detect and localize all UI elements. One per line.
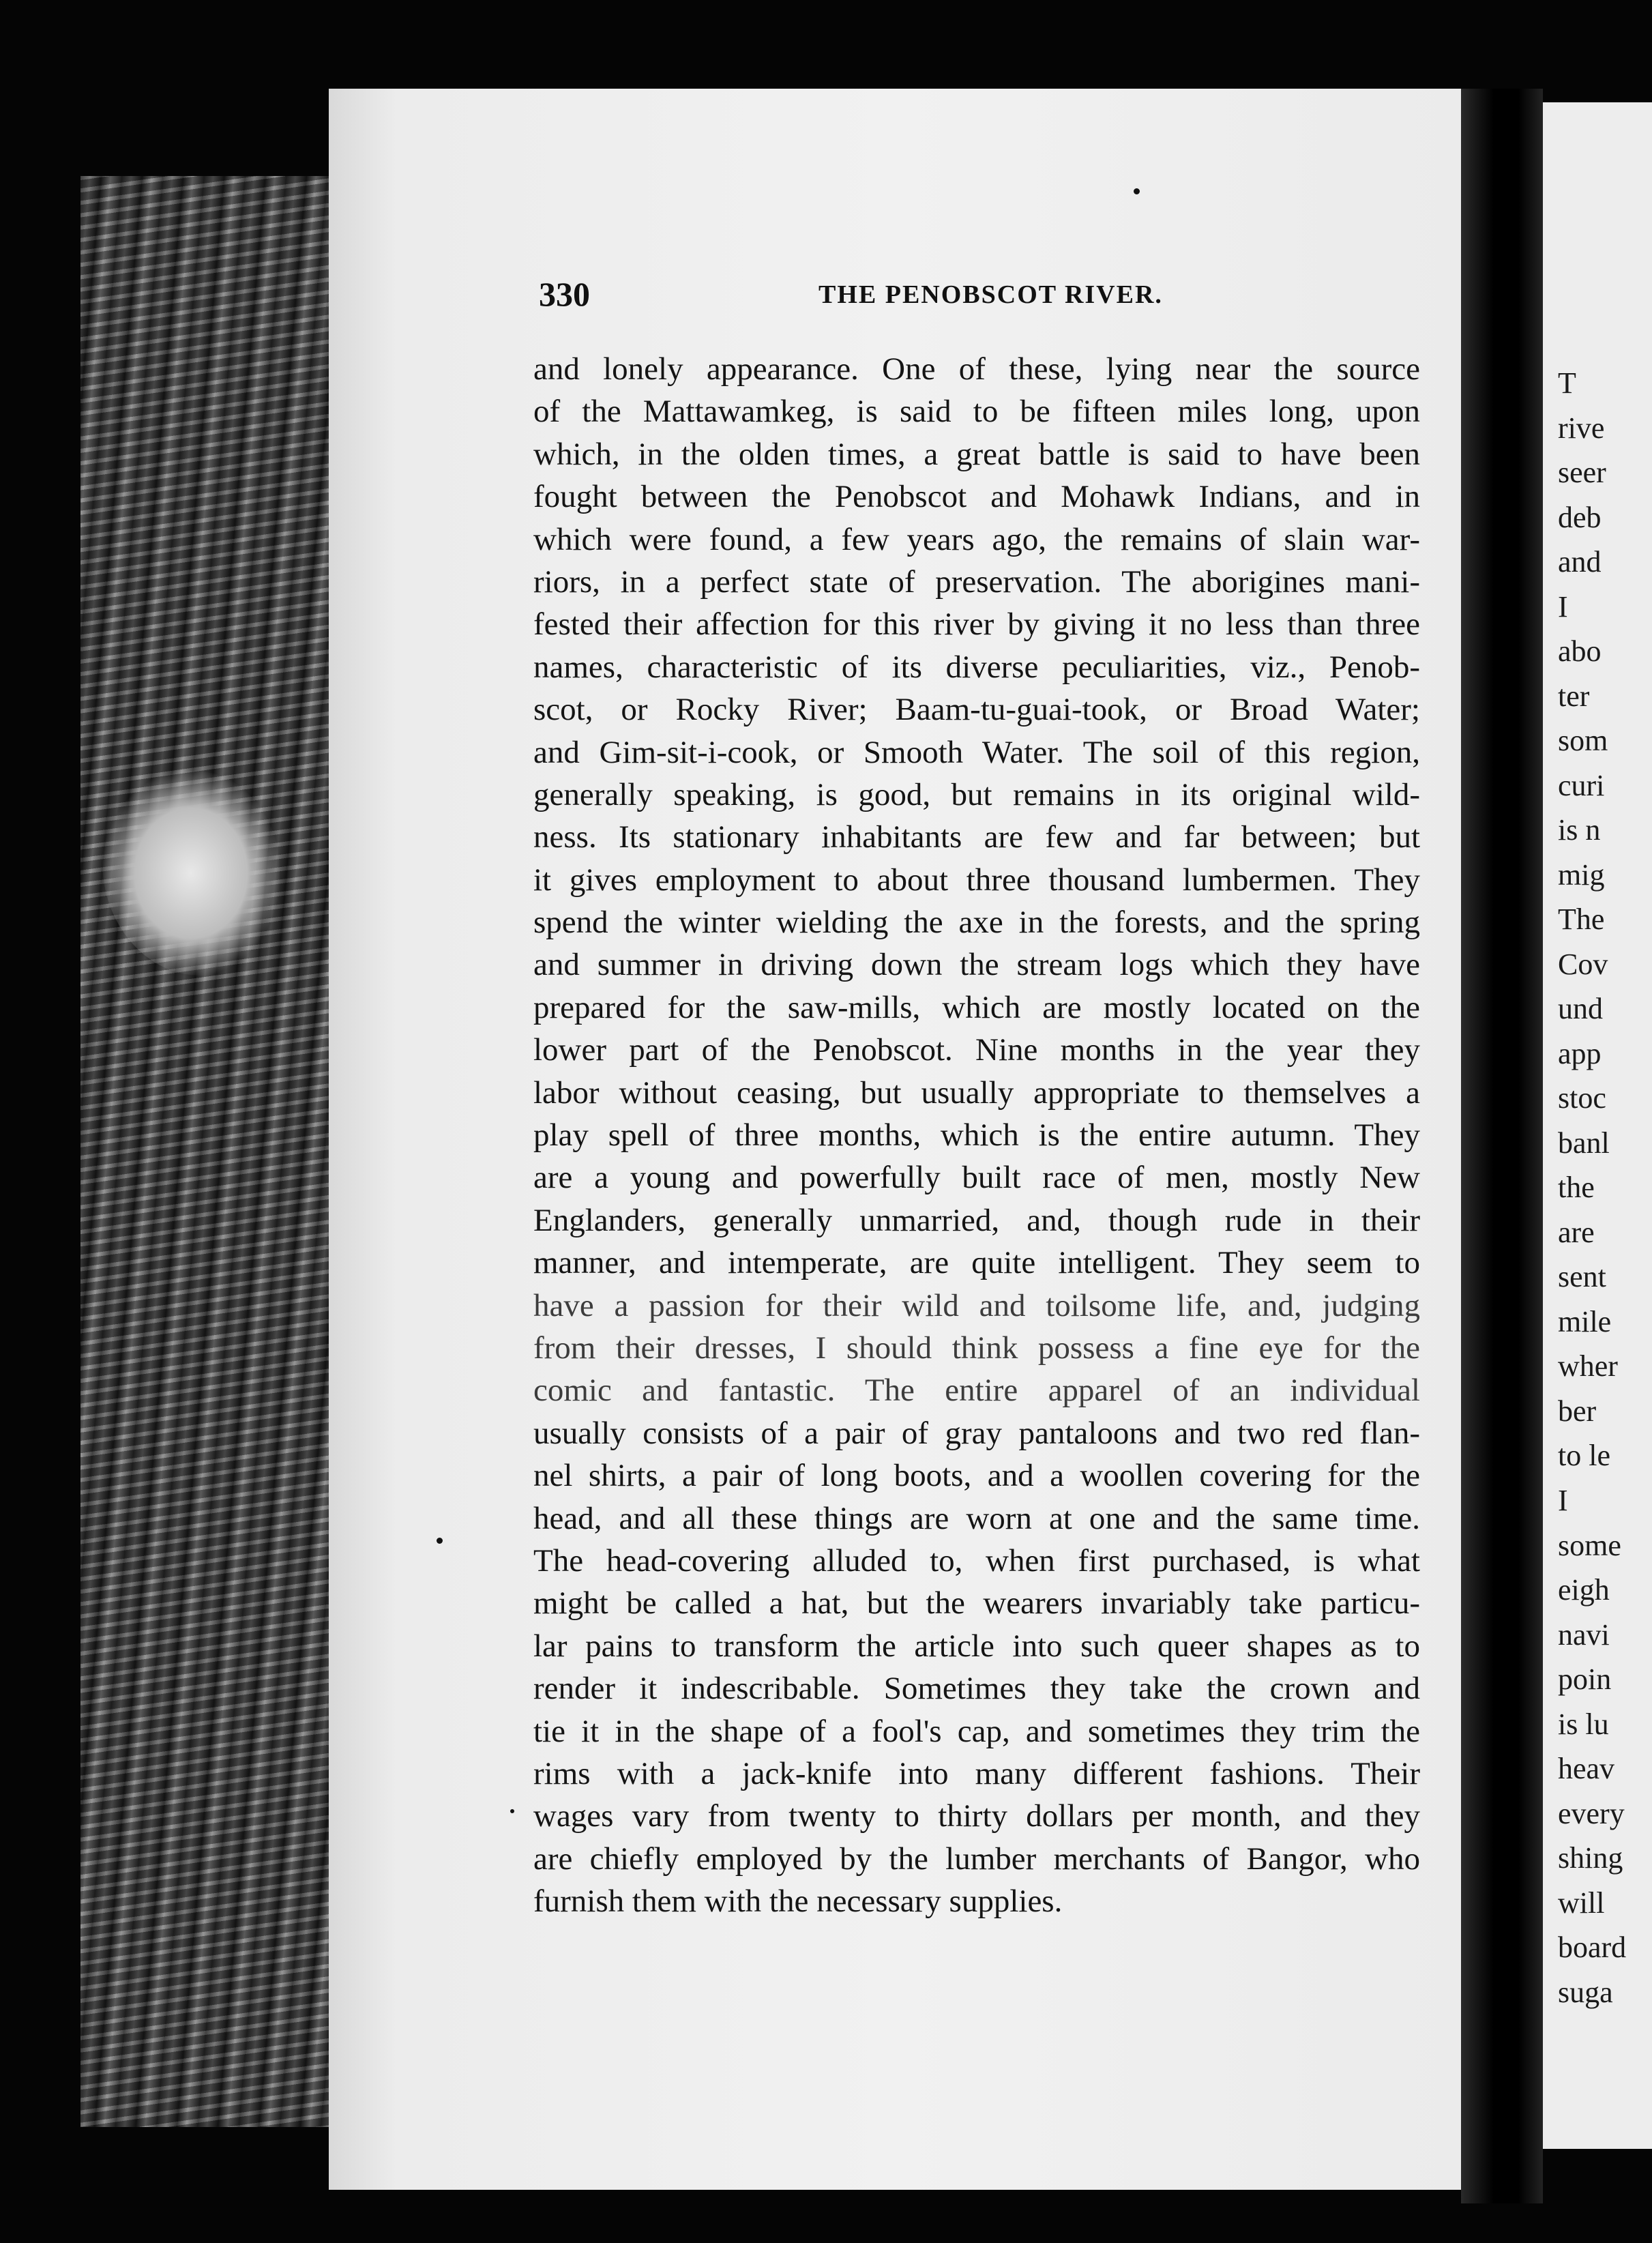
facing-page-text: app [1558,1036,1602,1070]
facing-page-text: suga [1558,1975,1613,2009]
text-line: scot, or Rocky River; Baam-tu-guai-took, or Broad Water; [533,692,1420,728]
facing-page-text: are [1558,1215,1595,1249]
facing-page-text: som [1558,724,1608,758]
page-number: 330 [539,275,590,313]
ink-speck [437,1538,443,1544]
text-line: furnish them with the necessary supplies. [533,1883,1063,1920]
text-line: usually consists of a pair of gray pantaloons and two red flan- [533,1415,1420,1451]
text-line: which were found, a few years ago, the remains of slain war- [533,521,1420,557]
text-line: nel shirts, a pair of long boots, and a woollen covering for the [533,1458,1420,1494]
facing-page-text: abo [1558,634,1602,669]
text-line: are chiefly employed by the lumber merchants of Bangor, who [533,1841,1420,1877]
facing-page-text: and [1558,545,1602,579]
facing-page-text: eigh [1558,1573,1610,1607]
text-line: tie it in the shape of a fool's cap, and sometimes they trim the [533,1713,1420,1749]
facing-page-text: board [1558,1931,1627,1965]
facing-page-text: stoc [1558,1081,1606,1115]
facing-page-text: deb [1558,500,1602,534]
text-line: fested their affection for this river by giving it no less than three [533,606,1420,643]
facing-page-text: banl [1558,1126,1610,1160]
text-line: which, in the olden times, a great battle is said to have been [533,436,1420,472]
text-line: prepared for the saw-mills, which are mostly located on the [533,989,1420,1025]
text-line: generally speaking, is good, but remains in its original wild- [533,776,1420,812]
facing-page-text: to le [1558,1439,1610,1473]
ink-speck [510,1809,514,1813]
facing-page-text: Cov [1558,947,1608,981]
facing-page-text: sent [1558,1260,1606,1294]
running-head [539,274,1419,315]
facing-page-text: rive [1558,411,1605,445]
text-line: might be called a hat, but the wearers invariably take particu- [533,1585,1420,1622]
text-line: fought between the Penobscot and Mohawk Indians, and in [533,479,1420,515]
facing-page-text: the [1558,1171,1595,1205]
facing-page-text: shing [1558,1841,1623,1875]
text-line: from their dresses, I should think possess a fine eye for the [533,1330,1420,1366]
facing-page-text: wher [1558,1349,1618,1383]
text-line: names, characteristic of its diverse peculiarities, viz., Penob- [533,649,1420,685]
text-line: are a young and powerfully built race of men, mostly New [533,1160,1420,1196]
text-line: and Gim-sit-i-cook, or Smooth Water. The soil of this region, [533,734,1420,770]
text-line: labor without ceasing, but usually appropriate to themselves a [533,1074,1420,1111]
facing-page-text: I [1558,589,1568,624]
facing-page-text: I [1558,1484,1568,1517]
facing-page-text: is lu [1558,1707,1609,1741]
text-line: of the Mattawamkeg, is said to be fifteen miles long, upon [533,394,1420,430]
text-line: ness. Its stationary inhabitants are few and far between; but [533,819,1420,855]
facing-page-text: some [1558,1528,1621,1562]
text-line: comic and fantastic. The entire apparel of an individual [533,1373,1420,1409]
text-line: The head-covering alluded to, when first purchased, is what [533,1542,1420,1579]
text-line: riors, in a perfect state of preservation. The aborigines mani- [533,563,1420,600]
facing-page-fragment [1543,102,1652,2149]
facing-page-text: T [1558,366,1576,400]
text-line: render it indescribable. Sometimes they take the crown and [533,1671,1420,1707]
text-line: manner, and intemperate, are quite intelligent. They seem to [533,1245,1420,1281]
text-line: lower part of the Penobscot. Nine months in the year they [533,1032,1420,1068]
facing-page-text: seer [1558,456,1606,490]
text-line: head, and all these things are worn at one and the same time. [533,1500,1420,1536]
ink-speck [1134,188,1140,194]
running-title: THE PENOBSCOT RIVER. [818,280,1163,309]
facing-page-text: mig [1558,857,1605,892]
facing-page-text: mile [1558,1304,1612,1338]
facing-page-text: ber [1558,1394,1597,1428]
facing-page-text: heav [1558,1752,1615,1786]
facing-page-text: every [1558,1796,1625,1830]
book-gutter [1461,89,1543,2203]
facing-page-text: und [1558,992,1603,1026]
facing-page-text: will [1558,1886,1605,1920]
facing-page-text: ter [1558,679,1590,713]
text-line: rims with a jack-knife into many different fashions. Their [533,1755,1420,1791]
facing-page-text: The [1558,903,1605,937]
text-line: wages vary from twenty to thirty dollars per month, and they [533,1798,1420,1834]
facing-page-text: poin [1558,1662,1612,1697]
facing-page-text: navi [1558,1617,1610,1652]
text-line: and summer in driving down the stream logs which they have [533,947,1420,983]
text-line: have a passion for their wild and toilsome life, and, judging [533,1287,1420,1323]
marbled-endpaper [80,176,342,2127]
facing-page-text: is n [1558,813,1601,847]
body-text [533,348,1420,1922]
text-line: it gives employment to about three thousand lumbermen. They [533,862,1420,898]
text-line: play spell of three months, which is the entire autumn. They [533,1117,1420,1154]
text-line: and lonely appearance. One of these, lying near the source [533,351,1420,387]
facing-page-text: curi [1558,768,1605,802]
text-line: Englanders, generally unmarried, and, though rude in their [533,1202,1420,1238]
text-line: lar pains to transform the article into such queer shapes as to [533,1628,1420,1664]
text-line: spend the winter wielding the axe in the forests, and the spring [533,905,1420,941]
